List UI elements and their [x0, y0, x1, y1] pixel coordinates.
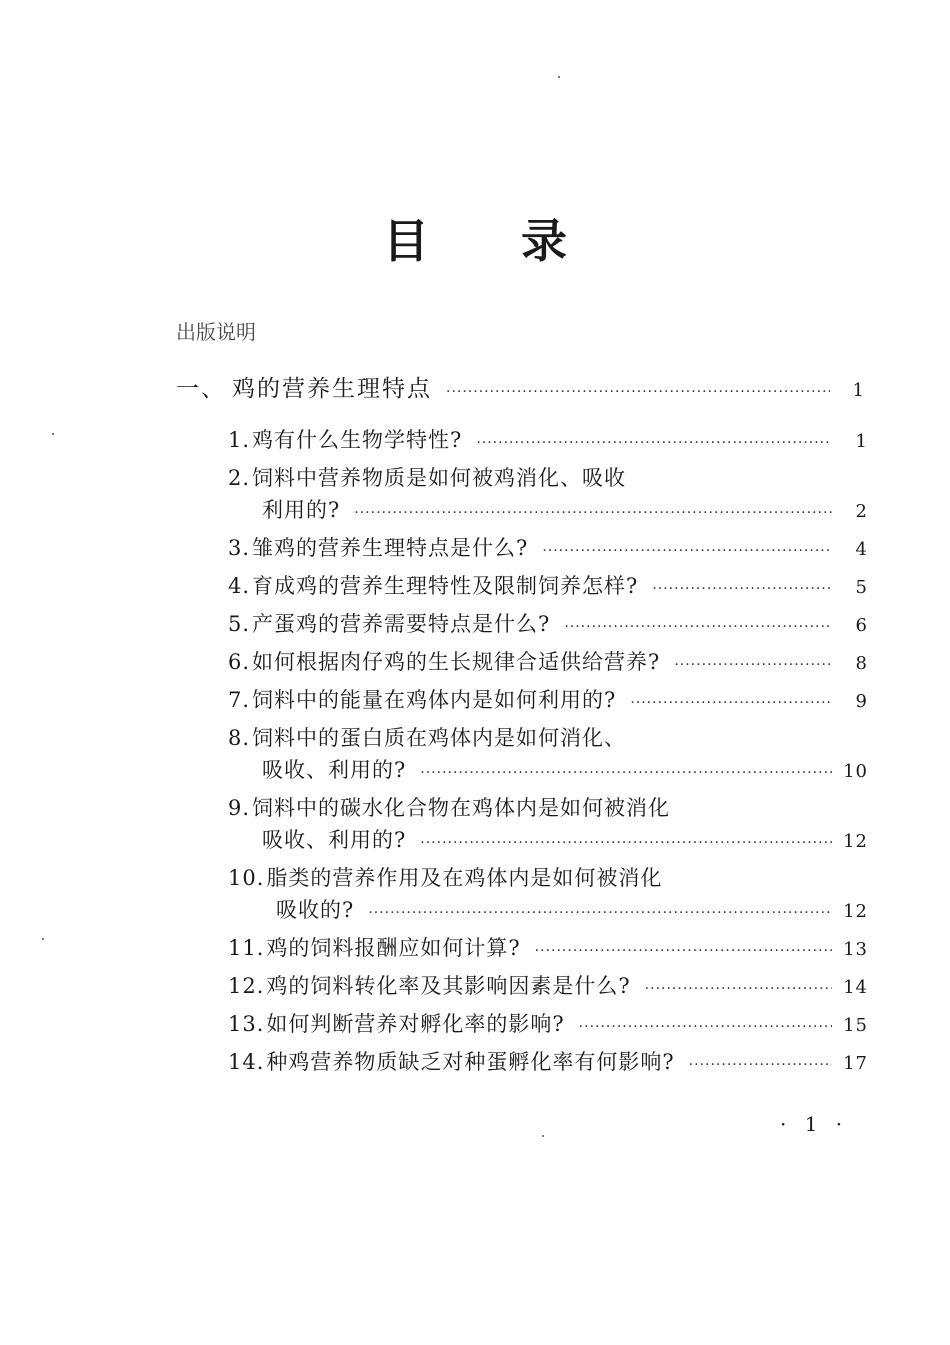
- entry-title-continued: 吸收的?: [276, 898, 355, 922]
- chapter-page: 1: [852, 380, 866, 401]
- entry-title: 育成鸡的营养生理特性及限制饲养怎样?: [252, 574, 639, 598]
- entry-number: 14.: [228, 1050, 265, 1074]
- entry-number: 4.: [228, 574, 251, 598]
- entry-title: 鸡有什么生物学特性?: [252, 428, 463, 452]
- entry-number: 3.: [228, 536, 251, 560]
- page-title: [0, 205, 950, 271]
- scan-speck: [52, 433, 54, 435]
- toc-entry[interactable]: [228, 462, 868, 526]
- entry-title-continued: 吸收、利用的?: [262, 758, 407, 782]
- toc-entry[interactable]: [228, 532, 868, 564]
- entry-title: 饲料中营养物质是如何被鸡消化、吸收: [252, 466, 627, 490]
- title-char: 目: [383, 214, 429, 268]
- entry-page: 12: [843, 831, 868, 852]
- dot-leader: [674, 649, 832, 681]
- entry-page: 8: [855, 653, 868, 674]
- entry-number: 11.: [228, 936, 265, 960]
- entry-page: 5: [855, 577, 868, 598]
- entry-number: 6.: [228, 650, 251, 674]
- title-char: 录: [521, 214, 567, 268]
- entry-title-continued: 吸收、利用的?: [262, 828, 407, 852]
- entry-title: 如何根据肉仔鸡的生长规律合适供给营养?: [252, 650, 661, 674]
- dot-leader: [446, 384, 830, 400]
- dot-leader: [354, 497, 832, 529]
- entry-title: 饲料中的碳水化合物在鸡体内是如何被消化: [252, 796, 671, 820]
- entry-title: 饲料中的能量在鸡体内是如何利用的?: [252, 688, 617, 712]
- toc-entry[interactable]: [228, 570, 868, 602]
- entry-page: 12: [843, 901, 868, 922]
- toc-entry[interactable]: [228, 1046, 868, 1078]
- entry-title: 脂类的营养作用及在鸡体内是如何被消化: [266, 866, 663, 890]
- dot-leader: [420, 827, 832, 859]
- toc-entry[interactable]: [228, 424, 868, 456]
- entry-title-continued: 利用的?: [262, 498, 341, 522]
- dot-leader: [579, 1011, 832, 1043]
- toc-entry[interactable]: [228, 970, 868, 1002]
- entry-title: 雏鸡的营养生理特点是什么?: [252, 536, 529, 560]
- entry-number: 8.: [228, 726, 251, 750]
- chapter-title: 鸡的营养生理特点: [232, 376, 432, 402]
- toc-entry[interactable]: [228, 1008, 868, 1040]
- entry-page: 14: [843, 977, 868, 998]
- entry-number: 1.: [228, 428, 251, 452]
- entry-title: 如何判断营养对孵化率的影响?: [266, 1012, 565, 1036]
- entry-number: 10.: [228, 866, 265, 890]
- dot-leader: [476, 427, 832, 459]
- toc-entry[interactable]: [228, 608, 868, 640]
- dot-leader: [564, 611, 832, 643]
- toc-entry[interactable]: [228, 862, 868, 926]
- dot-leader: [652, 573, 832, 605]
- entry-title: 种鸡营养物质缺乏对种蛋孵化率有何影响?: [266, 1050, 675, 1074]
- dot-leader: [542, 535, 832, 567]
- dot-leader: [689, 1049, 832, 1081]
- entry-title: 饲料中的蛋白质在鸡体内是如何消化、: [252, 726, 627, 750]
- dot-leader: [645, 973, 832, 1005]
- entry-number: 13.: [228, 1012, 265, 1036]
- toc-entries: [228, 424, 868, 1084]
- entry-page: 2: [855, 501, 868, 522]
- scan-speck: [542, 1135, 544, 1137]
- entry-title: 鸡的饲料报酬应如何计算?: [266, 936, 521, 960]
- chapter-heading[interactable]: [176, 370, 866, 403]
- chapter-number: 一、: [176, 376, 226, 402]
- entry-page: 6: [855, 615, 868, 636]
- entry-title: 鸡的饲料转化率及其影响因素是什么?: [266, 974, 631, 998]
- entry-page: 10: [843, 761, 868, 782]
- entry-page: 4: [855, 539, 868, 560]
- entry-page: 1: [855, 431, 868, 452]
- preface-link[interactable]: 出版说明: [176, 320, 256, 344]
- entry-page: 13: [843, 939, 868, 960]
- entry-title: 产蛋鸡的营养需要特点是什么?: [252, 612, 551, 636]
- toc-entry[interactable]: [228, 932, 868, 964]
- entry-number: 9.: [228, 796, 251, 820]
- toc-entry[interactable]: [228, 646, 868, 678]
- entry-number: 12.: [228, 974, 265, 998]
- entry-page: 17: [843, 1053, 868, 1074]
- entry-number: 2.: [228, 466, 251, 490]
- page-number: · 1 ·: [780, 1112, 849, 1136]
- toc-entry[interactable]: [228, 684, 868, 716]
- entry-number: 5.: [228, 612, 251, 636]
- dot-leader: [368, 897, 832, 929]
- toc-entry[interactable]: [228, 722, 868, 786]
- dot-leader: [535, 935, 832, 967]
- scan-speck: [42, 938, 44, 940]
- entry-page: 15: [843, 1015, 868, 1036]
- dot-leader: [420, 757, 832, 789]
- dot-leader: [630, 687, 832, 719]
- entry-page: 9: [855, 691, 868, 712]
- scan-speck: [558, 76, 560, 78]
- entry-number: 7.: [228, 688, 251, 712]
- toc-entry[interactable]: [228, 792, 868, 856]
